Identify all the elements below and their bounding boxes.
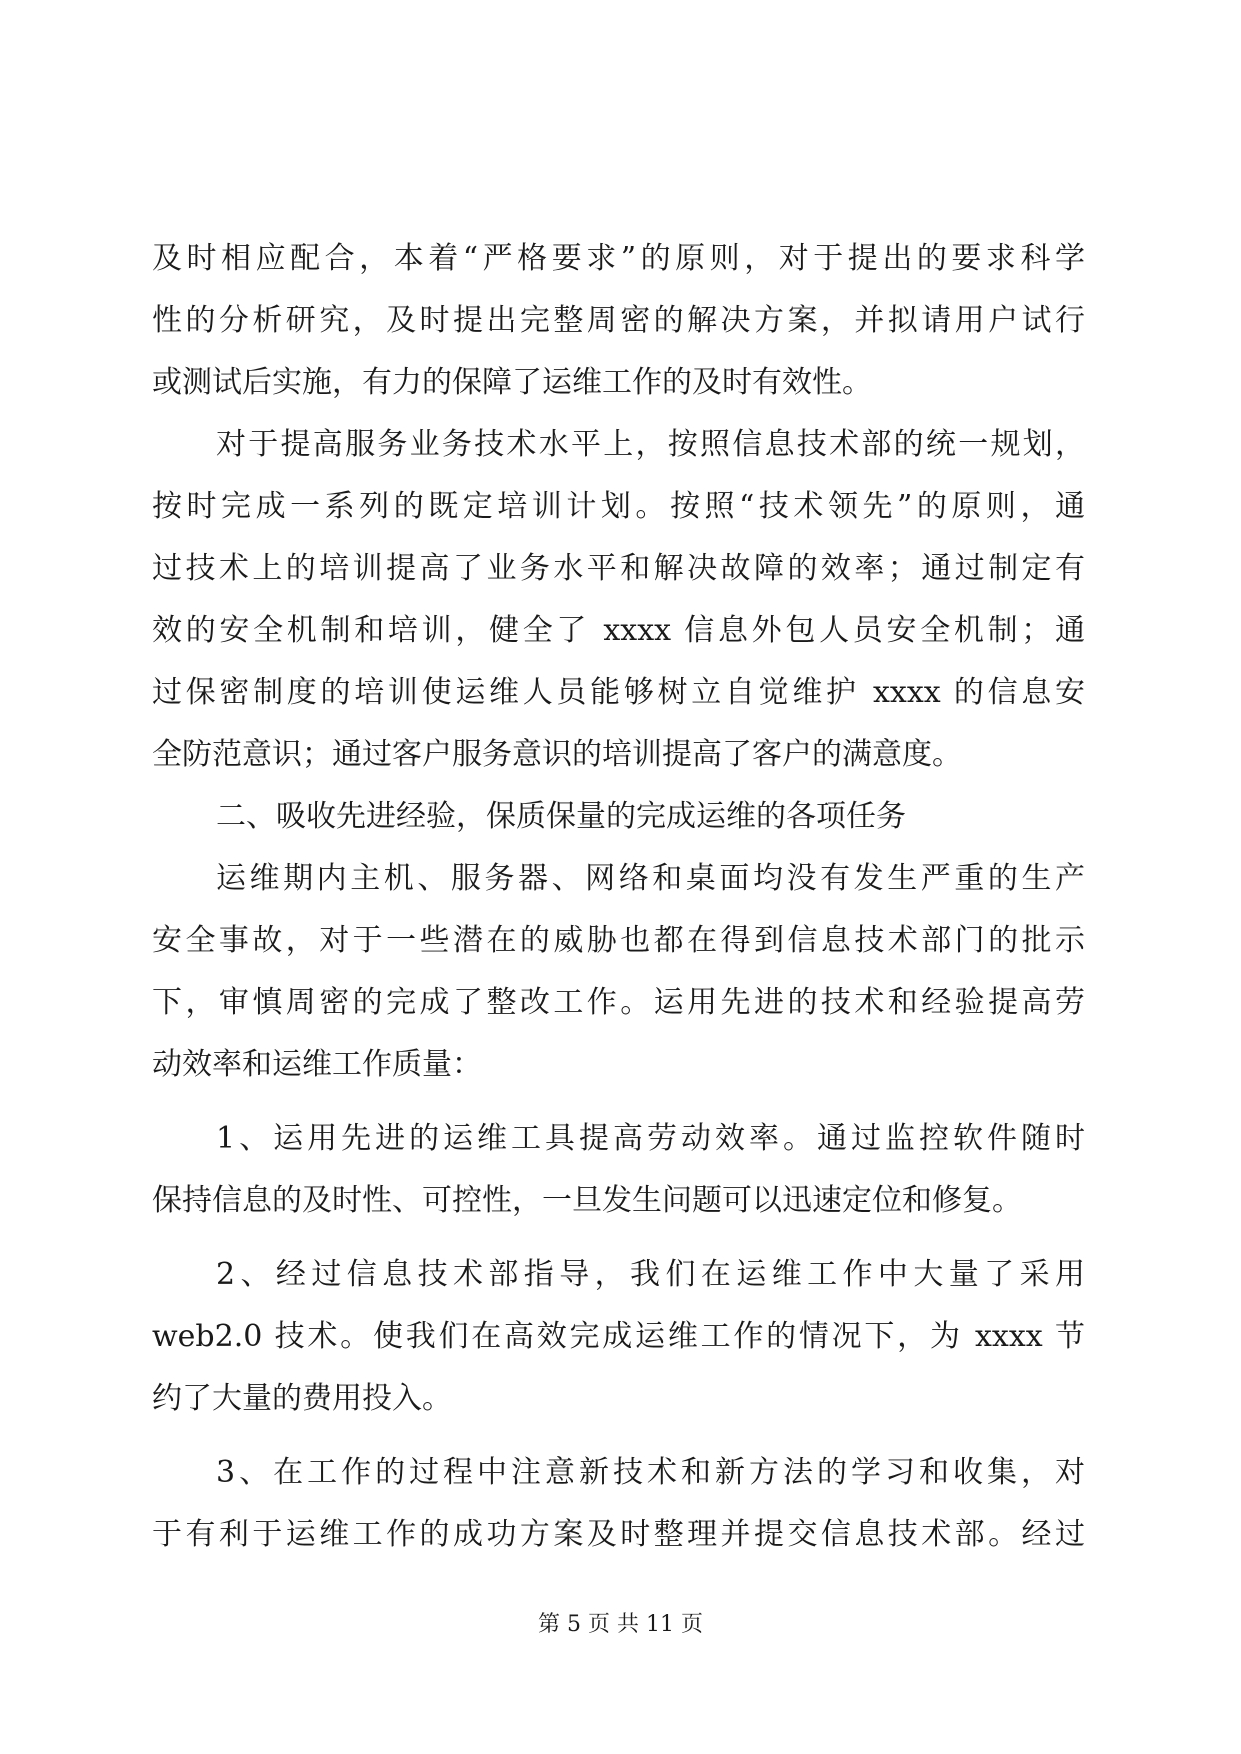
text-line: 下，审慎周密的完成了整改工作。运用先进的技术和经验提高劳 <box>152 985 1085 1020</box>
text-line: 及时相应配合，本着“严格要求”的原则，对于提出的要求科学 <box>152 241 1085 276</box>
text-line: 全防范意识；通过客户服务意识的培训提高了客户的满意度。 <box>152 737 962 772</box>
text-line: 过技术上的培训提高了业务水平和解决故障的效率；通过制定有 <box>152 551 1085 586</box>
text-line: 对于提高服务业务技术水平上，按照信息技术部的统一规划， <box>216 427 1085 462</box>
list-item-1: 1、运用先进的运维工具提高劳动效率。通过监控软件随时 <box>216 1121 1085 1156</box>
text-line: 保持信息的及时性、可控性，一旦发生问题可以迅速定位和修复。 <box>152 1183 1022 1218</box>
text-line: 或测试后实施，有力的保障了运维工作的及时有效性。 <box>152 365 872 400</box>
text-line: 约了大量的费用投入。 <box>152 1381 452 1416</box>
text-line: 过保密制度的培训使运维人员能够树立自觉维护 xxxx 的信息安 <box>152 675 1085 710</box>
section-heading: 二、吸收先进经验，保质保量的完成运维的各项任务 <box>216 799 906 834</box>
document-body <box>152 228 1085 1566</box>
page-number-footer: 第 5 页 共 11 页 <box>538 1612 703 1637</box>
text-line: 按时完成一系列的既定培训计划。按照“技术领先”的原则，通 <box>152 489 1085 524</box>
list-item-2: 2、经过信息技术部指导，我们在运维工作中大量了采用 <box>216 1257 1085 1292</box>
text-line: web2.0 技术。使我们在高效完成运维工作的情况下，为 xxxx 节 <box>152 1319 1085 1354</box>
list-item-3: 3、在工作的过程中注意新技术和新方法的学习和收集，对 <box>216 1455 1085 1490</box>
text-line: 于有利于运维工作的成功方案及时整理并提交信息技术部。经过 <box>152 1517 1085 1552</box>
text-line: 运维期内主机、服务器、网络和桌面均没有发生严重的生产 <box>216 861 1085 896</box>
text-line: 性的分析研究，及时提出完整周密的解决方案，并拟请用户试行 <box>152 303 1085 338</box>
text-line: 效的安全机制和培训，健全了 xxxx 信息外包人员安全机制；通 <box>152 613 1085 648</box>
text-line: 安全事故，对于一些潜在的威胁也都在得到信息技术部门的批示 <box>152 923 1085 958</box>
text-line: 动效率和运维工作质量： <box>152 1047 482 1082</box>
